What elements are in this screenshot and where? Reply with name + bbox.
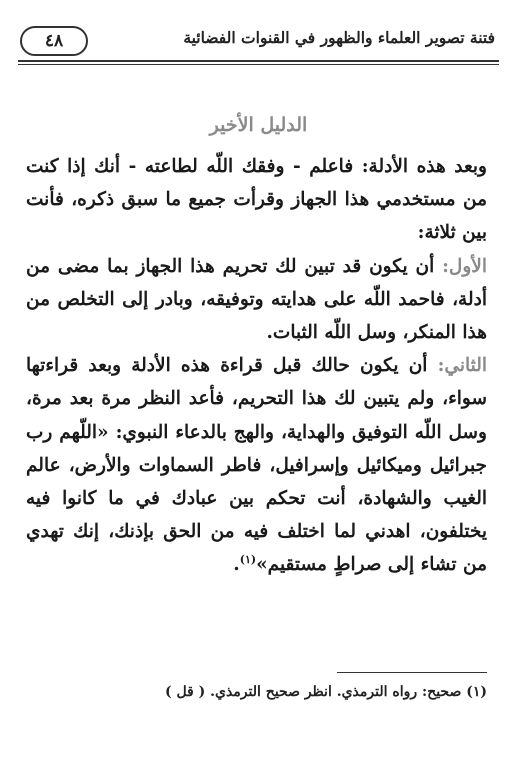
section-title: الدليل الأخير xyxy=(209,114,308,136)
footnote: (١) صحيح: رواه الترمذي. انظر صحيح الترمذي. ( قل ) xyxy=(164,684,487,700)
paragraph-first-lead: الأول: xyxy=(442,255,487,277)
paragraph-intro: وبعد هذه الأدلة: فاعلم - وفقك اللّه لطاعته - أنك إذا كنت من مستخدمي هذا الجهاز وقرأت جميع ما سبق ذكره، فأنت بين ثلاثة: xyxy=(26,156,487,244)
page-header xyxy=(18,22,499,64)
paragraph-first-text: أن يكون قد تبين لك تحريم هذا الجهاز بما مضى من أدلة، فاحمد اللّه على هدايته وتوفيقه، وبادر إلى التخلص من هذا المنكر، وسل اللّه الثبات. xyxy=(26,255,487,344)
header-rule-thin xyxy=(18,64,499,65)
footnote-divider xyxy=(337,672,487,673)
paragraph-second-text: أن يكون حالك قبل قراءة هذه الأدلة وبعد قراءتها سواء، ولم يتبين لك هذا التحريم، فأعد النظر مرة بعد مرة، وسل اللّه التوفيق والهداية، والهج بالدعاء النبوي: «اللّهم رب جبرائيل وميكائيل وإسرافيل، فاطر السماوات والأرض، عالم الغيب والشهادة، أنت تحكم بين عبادك في ما كانوا فيه يختلفون، اهدني لما اختلف فيه من الحق بإذنك، إنك تهدي من تشاء إلى صراطٍ مستقيم» xyxy=(26,355,487,576)
running-title: فتنة تصوير العلماء والظهور في القنوات الفضائية xyxy=(183,28,495,47)
body-text xyxy=(26,150,487,582)
page-number: ٤٨ xyxy=(20,26,88,56)
paragraph-first xyxy=(26,250,487,350)
header-rule xyxy=(18,60,499,62)
paragraph-second-lead: الثاني: xyxy=(437,355,487,377)
footnote-reference[interactable]: (١) xyxy=(239,553,257,567)
paragraph-second-end: . xyxy=(233,554,240,576)
paragraph-second xyxy=(26,349,487,581)
